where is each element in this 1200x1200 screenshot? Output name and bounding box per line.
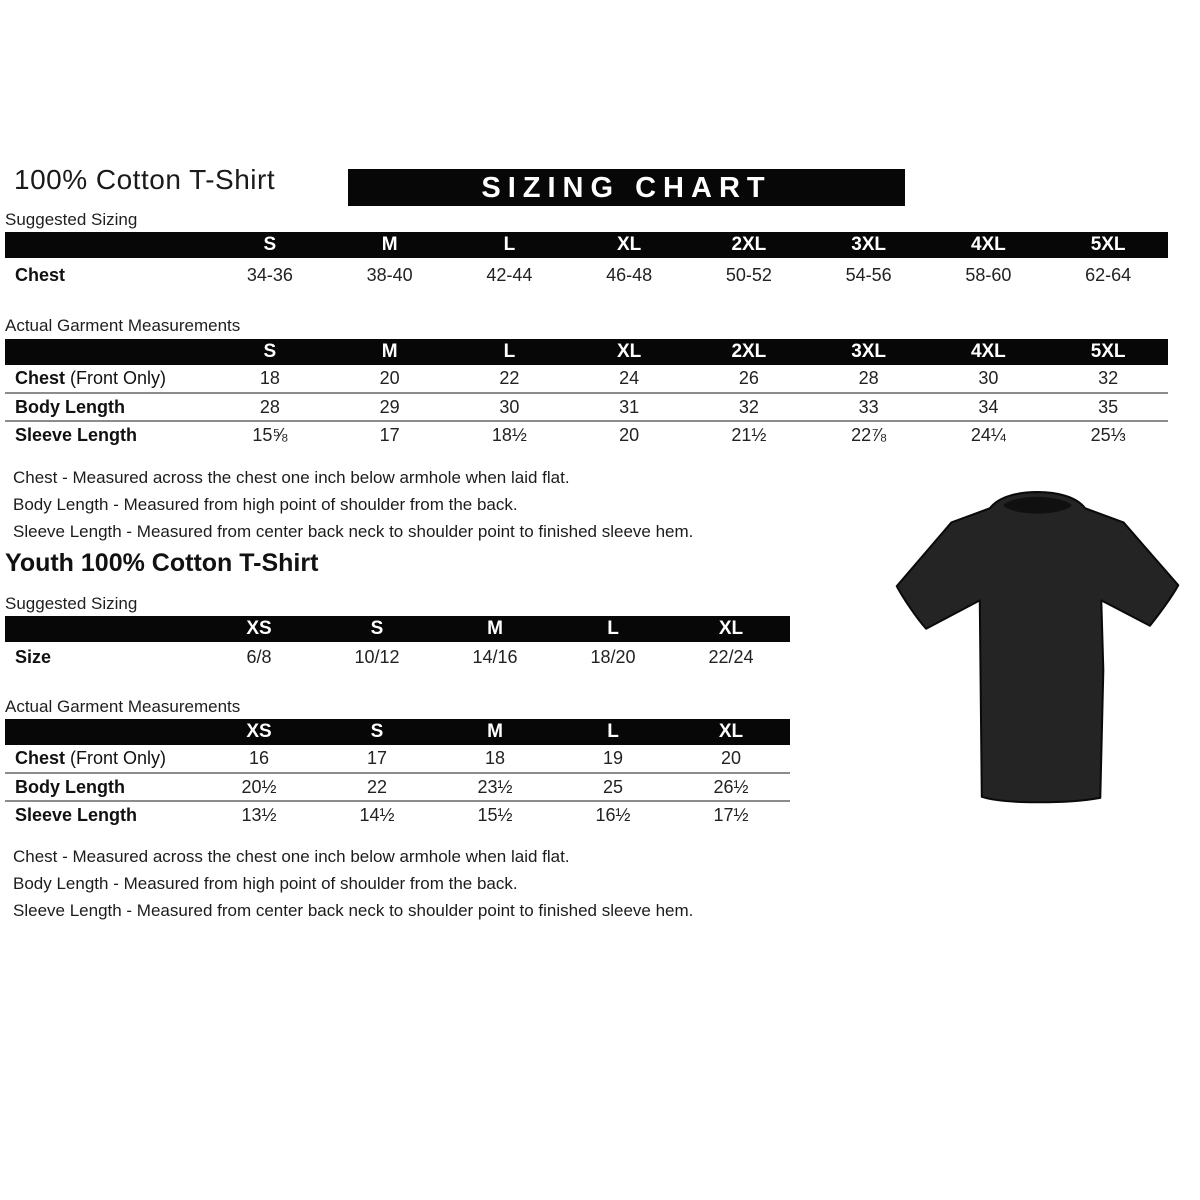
measurement-cell: 17 <box>379 425 400 445</box>
measurement-cell: 22 <box>318 773 436 801</box>
measurement-cell: 10/12 <box>354 647 400 667</box>
measurement-cell: 50-52 <box>725 264 772 285</box>
youth-suggested-sizing-table <box>5 616 790 673</box>
row-label-header <box>5 719 200 745</box>
row-label: Chest (Front Only) <box>5 365 210 393</box>
size-column-header: S <box>210 339 330 365</box>
row-label: Chest (Front Only) <box>5 745 200 773</box>
measurement-note: Sleeve Length - Measured from center back neck to shoulder point to finished sleeve hem. <box>13 522 694 541</box>
size-column-header: M <box>436 719 554 745</box>
measurement-cell: 20½ <box>200 773 318 801</box>
table-row <box>5 258 1168 292</box>
measurement-cell: 34-36 <box>246 264 293 285</box>
measurement-note: Body Length - Measured from high point of shoulder from the back. <box>13 495 518 514</box>
measurement-note: Chest - Measured across the chest one inch below armhole when laid flat. <box>13 847 570 866</box>
youth-suggested-sizing-label: Suggested Sizing <box>5 594 138 613</box>
youth-measurement-notes <box>13 843 693 924</box>
row-label: Body Length <box>5 393 210 421</box>
measurement-cell: 38-40 <box>366 264 413 285</box>
size-column-header: L <box>554 719 672 745</box>
adult-actual-measurements-table <box>5 339 1168 449</box>
size-column-header: S <box>318 719 436 745</box>
page-title: 100% Cotton T-Shirt <box>14 164 276 195</box>
measurement-cell: 19 <box>554 745 672 773</box>
measurement-cell: 15⅝ <box>252 425 288 445</box>
measurement-cell: 16½ <box>595 805 631 825</box>
size-column-header: XL <box>569 339 689 365</box>
youth-actual-measurements-label: Actual Garment Measurements <box>5 697 241 716</box>
size-column-header: XL <box>672 719 790 745</box>
measurement-cell: 14½ <box>359 805 395 825</box>
size-column-header: XL <box>672 616 790 642</box>
measurement-cell: 29 <box>330 393 450 421</box>
measurement-cell: 30 <box>450 393 570 421</box>
size-column-header: 5XL <box>1048 339 1168 365</box>
adult-suggested-sizing-label: Suggested Sizing <box>5 210 138 229</box>
measurement-cell: 16 <box>200 745 318 773</box>
size-column-header: 3XL <box>809 339 929 365</box>
size-column-header: 2XL <box>689 339 809 365</box>
measurement-cell: 26 <box>689 365 809 393</box>
measurement-cell: 31 <box>569 393 689 421</box>
youth-page-title: Youth 100% Cotton T-Shirt <box>5 549 319 577</box>
measurement-cell: 28 <box>210 393 330 421</box>
measurement-cell: 34 <box>929 393 1049 421</box>
measurement-cell: 30 <box>929 365 1049 393</box>
size-column-header: M <box>330 339 450 365</box>
measurement-cell: 17 <box>318 745 436 773</box>
size-column-header: XS <box>200 616 318 642</box>
table-row <box>5 642 790 673</box>
measurement-cell: 25 <box>554 773 672 801</box>
measurement-cell: 18 <box>210 365 330 393</box>
row-label: Body Length <box>5 773 200 801</box>
measurement-cell: 20 <box>330 365 450 393</box>
measurement-cell: 13½ <box>241 805 277 825</box>
measurement-cell: 26½ <box>672 773 790 801</box>
measurement-cell: 22⅞ <box>851 425 887 445</box>
size-column-header: L <box>450 232 570 258</box>
measurement-cell: 22/24 <box>708 647 754 667</box>
size-column-header: M <box>436 616 554 642</box>
measurement-cell: 35 <box>1048 393 1168 421</box>
measurement-cell: 17½ <box>713 805 749 825</box>
size-column-header: 3XL <box>809 232 929 258</box>
table-row <box>5 365 1168 393</box>
measurement-cell: 32 <box>689 393 809 421</box>
measurement-cell: 6/8 <box>246 647 272 667</box>
table-row <box>5 393 1168 421</box>
measurement-cell: 18/20 <box>590 647 636 667</box>
measurement-cell: 18½ <box>491 425 527 445</box>
table-row <box>5 421 1168 449</box>
adult-actual-measurements-label: Actual Garment Measurements <box>5 316 241 335</box>
measurement-cell: 42-44 <box>486 264 533 285</box>
measurement-cell: 20 <box>619 425 640 445</box>
measurement-cell: 28 <box>809 365 929 393</box>
measurement-cell: 14/16 <box>472 647 518 667</box>
size-column-header: 4XL <box>929 232 1049 258</box>
measurement-cell: 24¼ <box>970 425 1006 445</box>
measurement-cell: 62-64 <box>1085 264 1132 285</box>
measurement-cell: 32 <box>1048 365 1168 393</box>
measurement-note: Chest - Measured across the chest one inch below armhole when laid flat. <box>13 468 570 487</box>
size-column-header: 4XL <box>929 339 1049 365</box>
row-label: Size <box>15 647 52 667</box>
measurement-cell: 25⅓ <box>1090 425 1126 445</box>
measurement-note: Sleeve Length - Measured from center back neck to shoulder point to finished sleeve hem. <box>13 901 694 920</box>
size-column-header: S <box>318 616 436 642</box>
size-column-header: S <box>210 232 330 258</box>
row-label: Chest <box>15 264 66 285</box>
sizing-chart-banner: SIZING CHART <box>348 169 905 206</box>
table-row <box>5 801 790 829</box>
measurement-note: Body Length - Measured from high point of shoulder from the back. <box>13 874 518 893</box>
size-column-header: XL <box>569 232 689 258</box>
size-column-header: 2XL <box>689 232 809 258</box>
measurement-cell: 21½ <box>731 425 767 445</box>
row-label-header <box>5 339 210 365</box>
measurement-cell: 33 <box>809 393 929 421</box>
size-column-header: M <box>330 232 450 258</box>
table-row <box>5 745 790 773</box>
measurement-cell: 54-56 <box>845 264 892 285</box>
row-label-header <box>5 616 200 642</box>
measurement-cell: 22 <box>450 365 570 393</box>
measurement-cell: 58-60 <box>965 264 1012 285</box>
youth-actual-measurements-table <box>5 719 790 829</box>
size-column-header: 5XL <box>1048 232 1168 258</box>
row-label: Sleeve Length <box>15 425 138 445</box>
table-row <box>5 773 790 801</box>
measurement-cell: 18 <box>436 745 554 773</box>
adult-measurement-notes <box>13 464 693 545</box>
measurement-cell: 23½ <box>436 773 554 801</box>
size-column-header: XS <box>200 719 318 745</box>
measurement-cell: 20 <box>672 745 790 773</box>
measurement-cell: 15½ <box>477 805 513 825</box>
adult-suggested-sizing-table <box>5 232 1168 292</box>
row-label: Sleeve Length <box>15 805 138 825</box>
size-column-header: L <box>554 616 672 642</box>
black-tshirt-image <box>885 488 1190 810</box>
measurement-cell: 24 <box>569 365 689 393</box>
row-label-header <box>5 232 210 258</box>
size-column-header: L <box>450 339 570 365</box>
measurement-cell: 46-48 <box>606 264 653 285</box>
